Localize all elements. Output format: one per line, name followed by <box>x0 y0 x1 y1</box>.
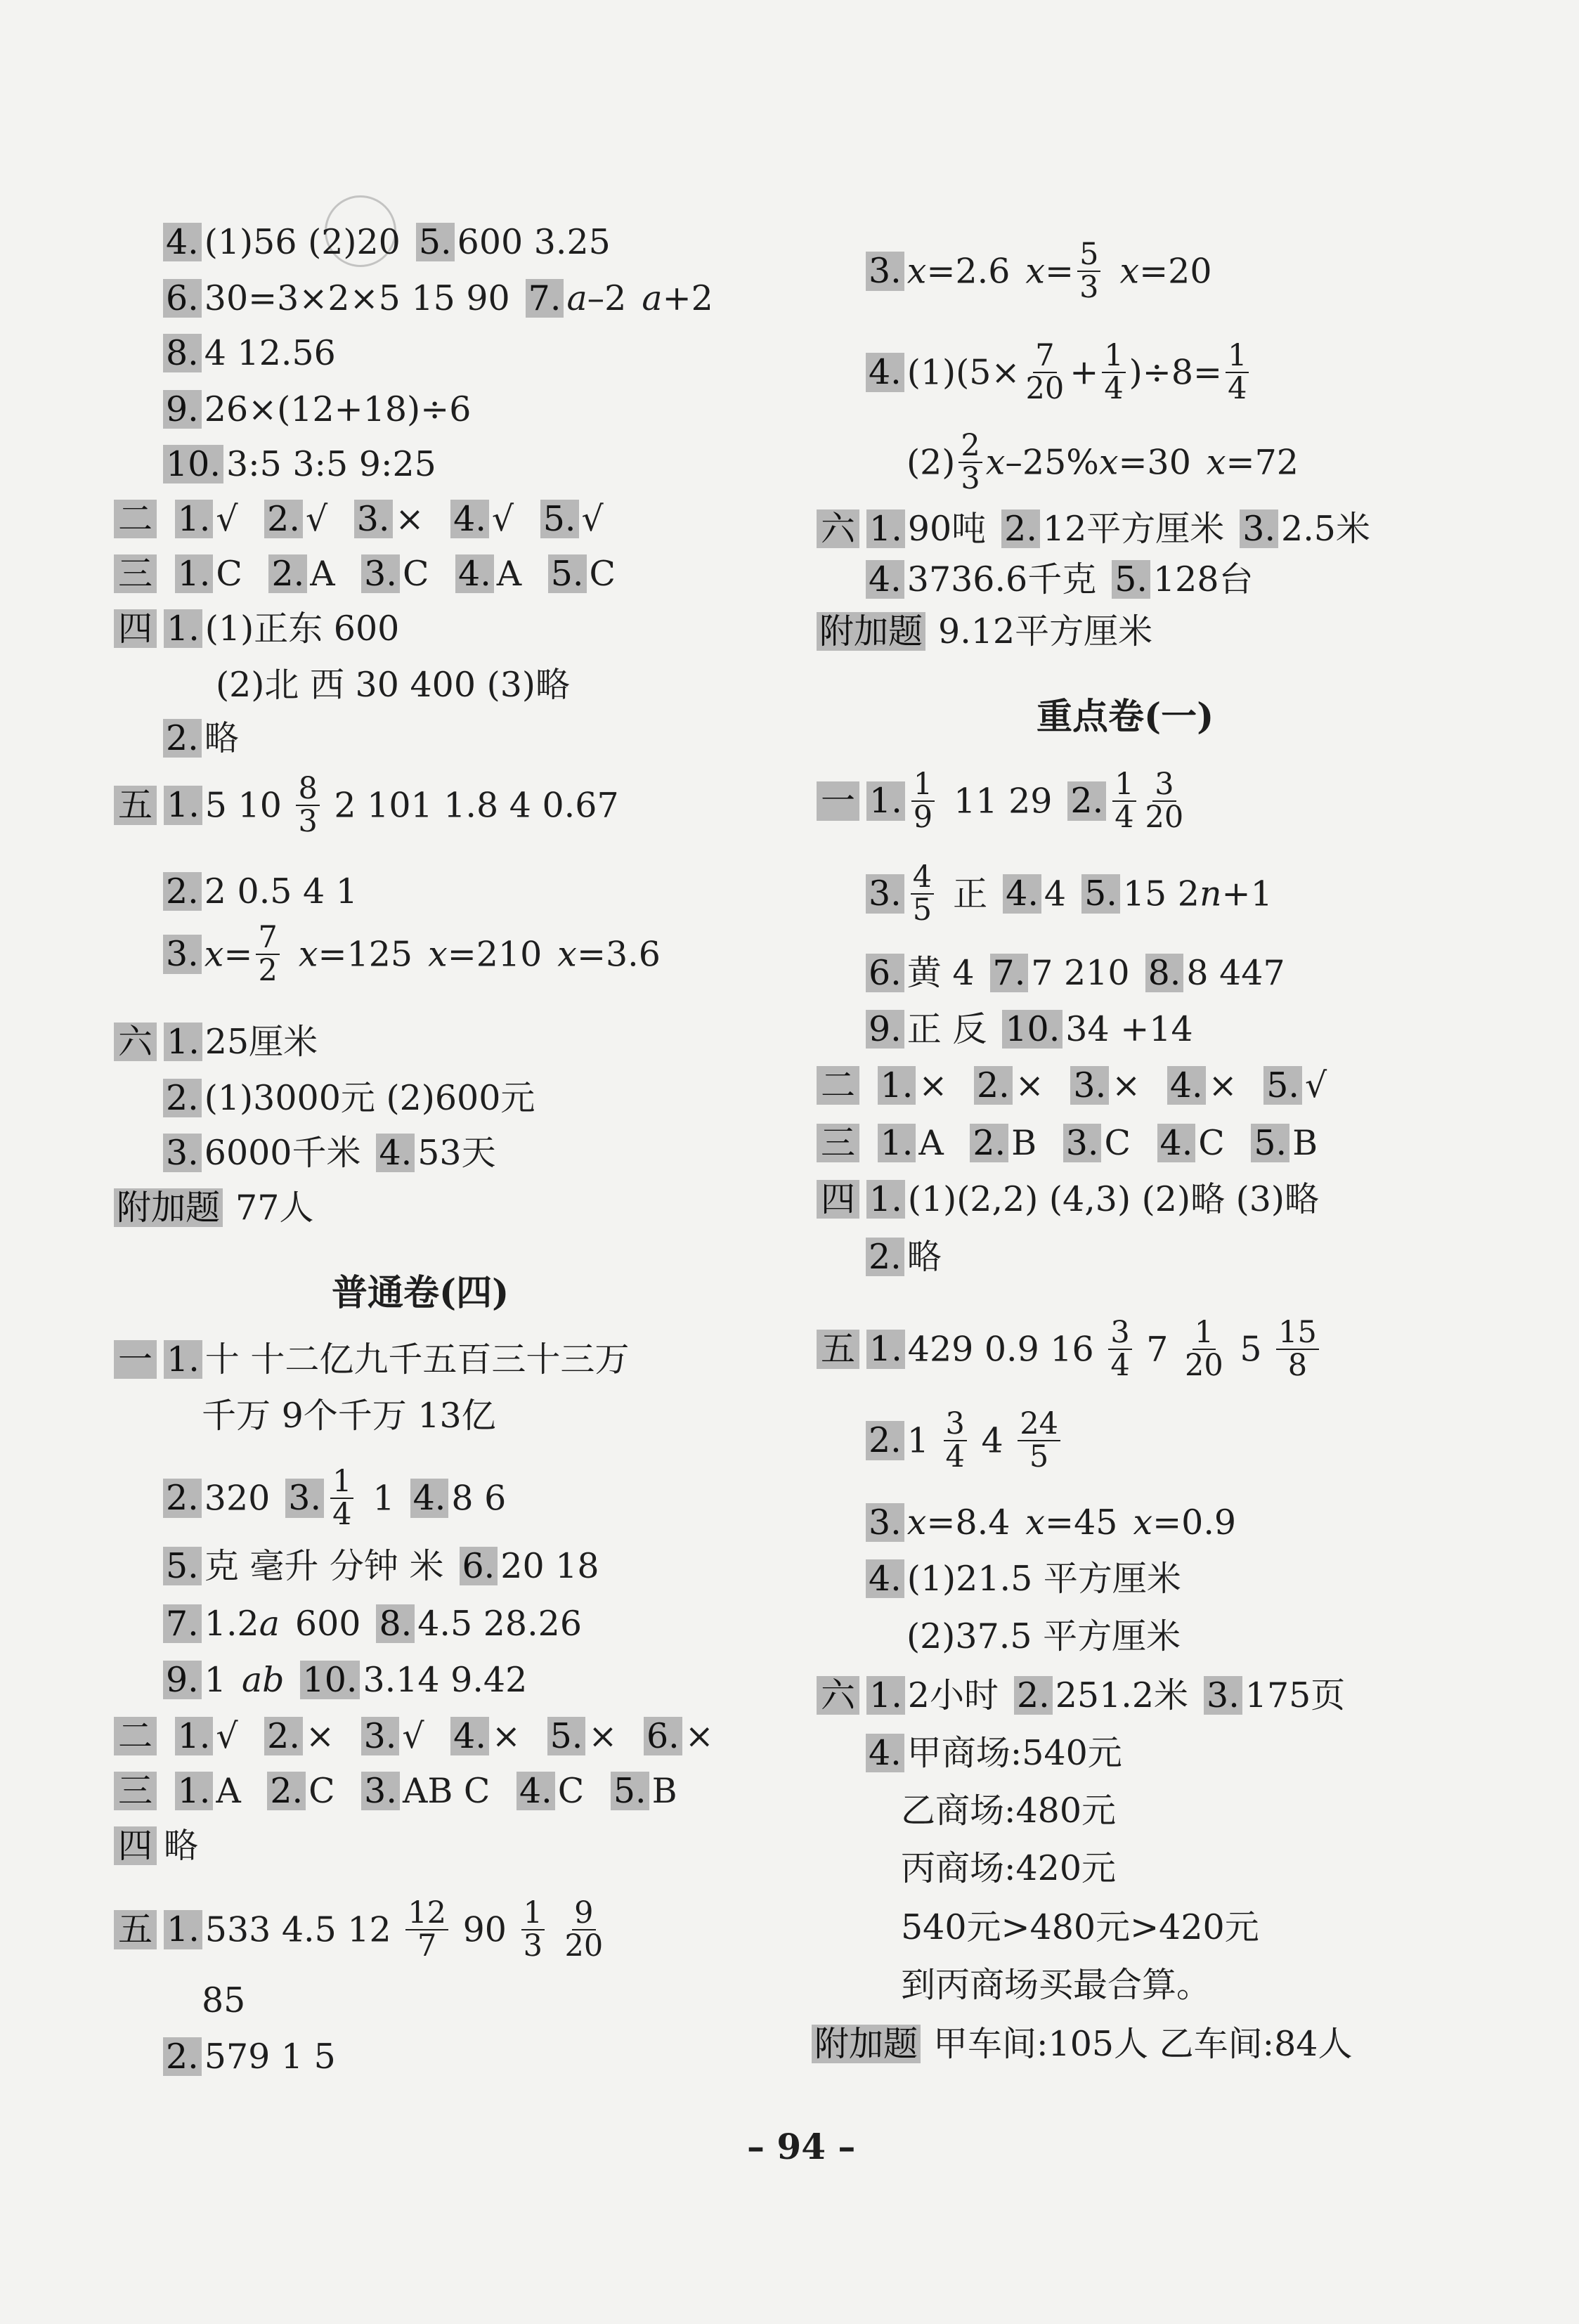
right-answer-line: 6. 黄 4 7. 7 210 8. 8 447 <box>866 953 1285 992</box>
section-marker: 二 <box>114 1717 157 1755</box>
right-answer-line: 4. 甲商场:540元 <box>866 1733 1122 1772</box>
left-answer-line: 千万 9个千万 13亿 <box>202 1396 496 1436</box>
left-answer-line: 9. 26×(12+18)÷6 <box>163 389 471 429</box>
q-marker: 5. <box>416 223 455 261</box>
left-answer-line: 85 <box>202 1980 246 2020</box>
fraction: $\frac{3}{4}$ <box>944 1408 967 1473</box>
left-answer-line: 10. 3:5 3:5 9:25 <box>163 444 436 483</box>
left-answer-line: 4. (1)56 (2)20 5. 600 3.25 <box>163 222 611 261</box>
fraction: $\frac{1}{9}$ <box>911 769 935 833</box>
left-section-5b: 五 1. 533 4.5 12 $\frac{12}{7}$ 90 $\frac{1}{3}$ $\frac{9}{20}$ <box>114 1897 609 1962</box>
fraction: $\frac{24}{5}$ <box>1018 1408 1060 1473</box>
section-marker: 四 <box>114 609 157 648</box>
fraction: $\frac{12}{7}$ <box>405 1897 448 1962</box>
fraction: $\frac{1}{4}$ <box>1226 340 1249 405</box>
fraction: $\frac{3}{4}$ <box>1108 1317 1131 1382</box>
left-answer-line: 8. 4 12.56 <box>163 333 336 372</box>
left-section-2b: 二 1. √ 2. × 3. √ 4. × 5. × 6. × <box>114 1716 714 1755</box>
fraction: $\frac{1}{4}$ <box>330 1466 353 1531</box>
right-answer-line: 2. 略 <box>866 1237 942 1276</box>
q-marker: 8. <box>163 334 202 372</box>
fraction: $\frac{1}{4}$ <box>1112 769 1136 833</box>
left-answer-line: 9. 1 ab 10. 3.14 9.42 <box>163 1660 527 1699</box>
fraction: $\frac{1}{4}$ <box>1102 340 1125 405</box>
fraction: $\frac{5}{3}$ <box>1077 239 1100 304</box>
right-answer-line: 丙商场:420元 <box>901 1848 1117 1888</box>
left-answer-line: 2. 579 1 5 <box>163 2037 336 2076</box>
right-section-3: 三 1. A 2. B 3. C 4. C 5. B <box>817 1123 1318 1162</box>
section-marker: 四 <box>114 1826 157 1865</box>
section-title: 重点卷(一) <box>1037 696 1214 738</box>
left-section-6: 六 1. 25厘米 <box>114 1022 318 1061</box>
right-answer-line: 3. x=8.4 x=45 x=0.9 <box>866 1502 1236 1542</box>
q-marker: 4. <box>163 223 202 261</box>
section-marker: 三 <box>114 1772 157 1810</box>
right-answer-line: 9. 正 反 10. 34 +14 <box>866 1009 1193 1049</box>
left-answer-line: (2)北 西 30 400 (3)略 <box>216 665 570 705</box>
right-answer-line: 4. 3736.6千克 5. 128台 <box>866 559 1254 599</box>
fraction: $\frac{8}{3}$ <box>296 773 319 838</box>
fraction: $\frac{9}{20}$ <box>564 1895 604 1964</box>
q-marker: 10. <box>163 445 223 483</box>
left-extra-question: 附加题 77人 <box>114 1188 313 1227</box>
right-section-2: 二 1. × 2. × 3. × 4. × 5. √ <box>817 1065 1327 1105</box>
section-marker: 三 <box>114 554 157 593</box>
left-answer-line: 5. 克 毫升 分钟 米 6. 20 18 <box>163 1546 599 1585</box>
fraction: $\frac{15}{8}$ <box>1276 1317 1319 1382</box>
right-answer-line: 到丙商场买最合算。 <box>901 1965 1211 2005</box>
left-answer-line: 3. 6000千米 4. 53天 <box>163 1133 496 1172</box>
right-extra-question: 附加题 甲车间:105人 乙车间:84人 <box>812 2024 1353 2063</box>
page-number: – 94 – <box>747 2126 856 2167</box>
left-section-3b: 三 1. A 2. C 3. AB C 4. C 5. B <box>114 1771 677 1810</box>
right-answer-line: 2. 1 $\frac{3}{4}$ 4 $\frac{24}{5}$ <box>866 1408 1064 1473</box>
right-answer-line: 3. x=2.6 x= $\frac{5}{3}$ x=20 <box>866 239 1212 304</box>
q-marker: 6. <box>163 279 202 318</box>
right-answer-line: (2) $\frac{2}{3}$ x–25%x=30 x=72 <box>907 428 1299 497</box>
section-marker: 一 <box>114 1340 157 1379</box>
left-section-4b: 四 略 <box>114 1826 198 1865</box>
left-answer-line: 2. 320 3. $\frac{1}{4}$ 1 4. 8 6 <box>163 1466 506 1531</box>
q-marker: 9. <box>163 390 202 429</box>
fraction: $\frac{4}{5}$ <box>911 862 934 926</box>
right-section-6: 六 1. 90吨 2. 12平方厘米 3. 2.5米 <box>817 509 1370 548</box>
right-answer-line: 4. (1)21.5 平方厘米 <box>866 1559 1181 1598</box>
extra-marker: 附加题 <box>114 1188 223 1227</box>
left-answer-line: 7. 1.2a 600 8. 4.5 28.26 <box>163 1604 582 1643</box>
right-section-5: 五 1. 429 0.9 16 $\frac{3}{4}$ 7 $\frac{1}{20}$ 5 $\frac{15}{8}$ <box>817 1317 1323 1382</box>
left-answer-line: 3. x= $\frac{7}{2}$ x=125 x=210 x=3.6 <box>163 922 661 987</box>
q-marker: 7. <box>526 279 564 318</box>
right-extra-question: 附加题 9.12平方厘米 <box>817 611 1152 651</box>
left-answer-line: 2. 2 0.5 4 1 <box>163 871 358 911</box>
right-answer-line: 乙商场:480元 <box>901 1791 1117 1831</box>
right-answer-line: 4. (1)(5× $\frac{7}{20}$ + $\frac{1}{4}$ )÷8= $\frac{1}{4}$ <box>866 340 1252 405</box>
fraction: $\frac{3}{20}$ <box>1145 767 1184 836</box>
left-section-4: 四 1. (1)正东 600 <box>114 609 399 648</box>
left-answer-line: 2. 略 <box>163 718 239 758</box>
left-section-5: 五 1. 5 10 $\frac{8}{3}$ 2 101 1.8 4 0.67 <box>114 773 619 838</box>
left-section-2: 二 1. √ 2. √ 3. × 4. √ 5. √ <box>114 499 604 538</box>
section-title: 普通卷(四) <box>332 1272 509 1314</box>
left-answer-line: 2. (1)3000元 (2)600元 <box>163 1078 535 1117</box>
section-marker: 六 <box>114 1023 157 1061</box>
right-answer-line: (2)37.5 平方厘米 <box>907 1616 1181 1656</box>
fraction: $\frac{1}{20}$ <box>1185 1315 1223 1384</box>
right-answer-line: 540元>480元>420元 <box>901 1907 1259 1947</box>
right-section-4: 四 1. (1)(2,2) (4,3) (2)略 (3)略 <box>817 1179 1319 1219</box>
fraction: $\frac{7}{20}$ <box>1025 338 1065 407</box>
section-marker: 五 <box>114 1910 157 1949</box>
fraction: $\frac{1}{3}$ <box>521 1897 545 1962</box>
right-section-1: 一 1. $\frac{1}{9}$ 11 29 2. $\frac{1}{4}$ $\frac{3}{20}$ <box>817 769 1189 833</box>
right-answer-line: 3. $\frac{4}{5}$ 正 4. 4 5. 15 2n+1 <box>866 862 1273 926</box>
fraction: $\frac{2}{3}$ <box>959 430 982 495</box>
fraction: $\frac{7}{2}$ <box>256 922 279 987</box>
left-section-3: 三 1. C 2. A 3. C 4. A 5. C <box>114 554 616 593</box>
section-marker: 五 <box>114 786 157 824</box>
left-section-1: 一 1. 十 十二亿九千五百三十三万 <box>114 1339 629 1379</box>
left-answer-line: 6. 30=3×2×5 15 90 7. a–2 a+2 <box>163 278 713 318</box>
right-section-6b: 六 1. 2小时 2. 251.2米 3. 175页 <box>817 1675 1345 1715</box>
section-marker: 二 <box>114 500 157 538</box>
